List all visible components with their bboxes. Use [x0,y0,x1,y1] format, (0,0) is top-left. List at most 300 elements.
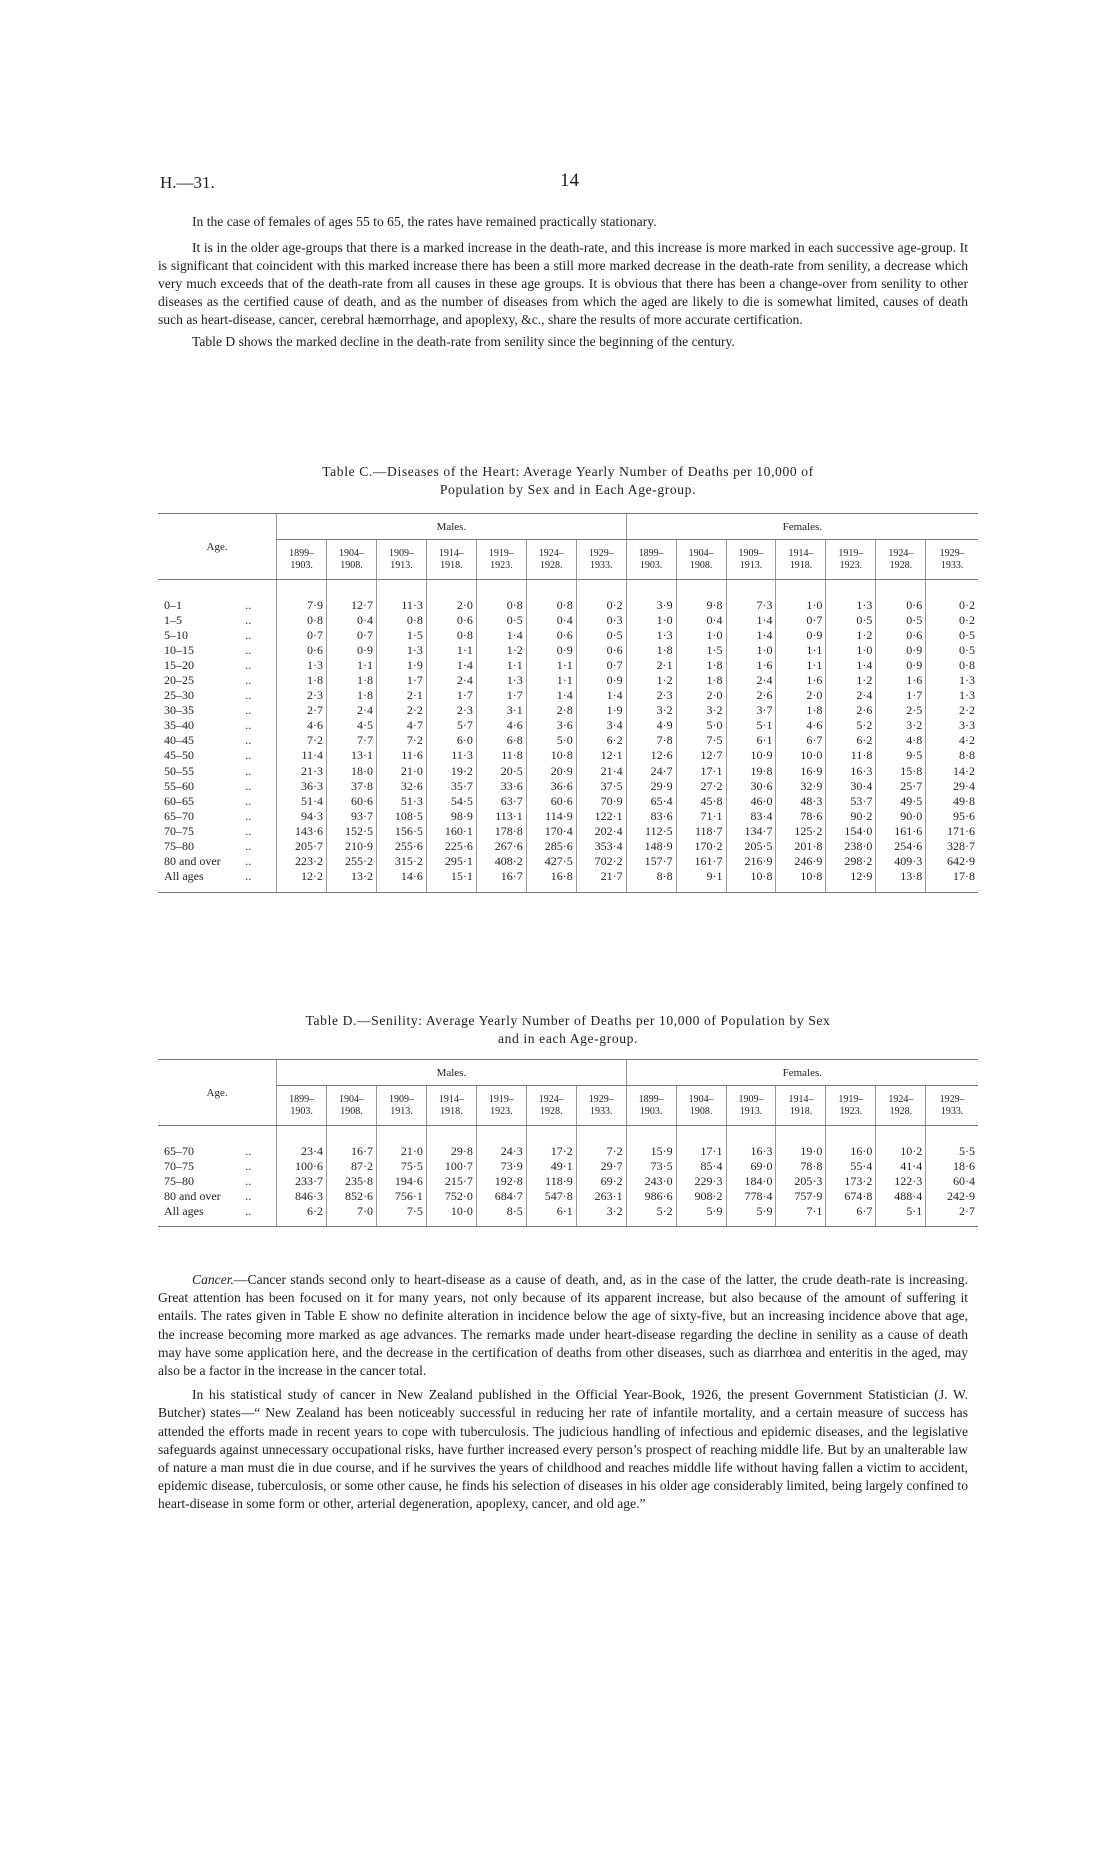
table_d-females-period-6 [926,1086,978,1126]
table-row [158,1189,978,1204]
males-rate-cell: 11·3 [426,748,476,763]
period-end: 1918. [440,1105,463,1117]
spacer-cell [376,884,426,892]
spacer-cell [876,884,926,892]
females-rate-cell: 17·1 [676,764,726,779]
females-rate-cell: 1·5 [676,643,726,658]
males-rate-cell: 0·7 [576,658,626,673]
males-rate-cell: 12·1 [576,748,626,763]
females-rate-cell: 409·3 [876,854,926,869]
females-rate-cell: 3·2 [876,718,926,733]
males-rate-cell: 16·8 [526,869,576,884]
females-rate-cell: 488·4 [876,1189,926,1204]
males-rate-cell: 13·2 [327,869,377,884]
females-rate-cell: 2·6 [826,703,876,718]
males-rate-cell: 255·2 [327,854,377,869]
females-rate-cell: 8·8 [926,748,978,763]
females-rate-cell: 55·4 [826,1159,876,1174]
spacer-cell [426,580,476,598]
males-rate-cell: 0·8 [277,613,327,628]
males-rate-cell: 0·6 [576,643,626,658]
table_c-females-period-2 [726,540,776,580]
leader-dots: .. [245,748,252,763]
age-group-label: 45–50 [164,748,194,763]
males-rate-cell: 12·7 [327,598,377,613]
period-end: 1913. [739,559,763,571]
spacer-cell [476,884,526,892]
period-end: 1933. [589,1105,613,1117]
females-rate-cell: 16·3 [826,764,876,779]
period-start: 1904– [688,1093,714,1105]
leader-dots: .. [245,597,252,612]
period-end: 1908. [689,1105,713,1117]
males-rate-cell: 93·7 [327,809,377,824]
females-rate-cell: 41·4 [876,1159,926,1174]
females-rate-cell: 6·7 [826,1204,876,1219]
males-rate-cell: 202·4 [576,824,626,839]
females-rate-cell: 0·5 [826,613,876,628]
cancer-paragraph-1 [158,1271,968,1380]
males-rate-cell: 178·8 [476,824,526,839]
period-end: 1903. [639,559,663,571]
females-rate-cell: 46·0 [726,794,776,809]
females-rate-cell: 1·7 [876,688,926,703]
males-rate-cell: 7·7 [327,733,377,748]
females-rate-cell: 1·1 [776,643,826,658]
males-rate-cell: 0·3 [576,613,626,628]
females-rate-cell: 0·6 [876,628,926,643]
males-rate-cell: 6·2 [277,1204,327,1219]
table_c-females-period-5 [876,540,926,580]
males-rate-cell: 315·2 [376,854,426,869]
period-end: 1923. [839,559,863,571]
males-rate-cell: 3·2 [576,1204,626,1219]
males-rate-cell: 6·2 [576,733,626,748]
females-rate-cell: 1·0 [726,643,776,658]
females-rate-cell: 29·9 [626,779,676,794]
cancer-paragraph-1-text: —Cancer stands second only to heart-disease as a cause of death, and, as in the case of the latter, the crude death-rate is increasing. Great attention has been focused on it for many years, not only because of its apparent increase, but also because of the amount of suffering it entails. The rates given in Table E show no definite alteration in incidence below the age of sixty-five, but an increasing incidence above that age, the increase becoming more marked as age advances. The remarks made under heart-disease regarding the decline in senility as a cause of death may have some application here, and the decrease in the certification of deaths from other diseases, such as diarrhœa and enteritis in the aged, may also be a factor in the increase in the cancer total. [158,1272,968,1379]
males-rate-cell: 20·5 [476,764,526,779]
period-start: 1909– [388,547,414,559]
females-rate-cell: 30·6 [726,779,776,794]
females-rate-cell: 5·0 [676,718,726,733]
males-rate-cell: 152·5 [327,824,377,839]
age-group-label: 80 and over [164,1188,221,1203]
table-row [158,1159,978,1174]
spacer-cell [826,580,876,598]
table_d-females-period-4 [826,1086,876,1126]
males-rate-cell: 295·1 [426,854,476,869]
females-rate-cell: 201·8 [776,839,826,854]
females-rate-cell: 243·0 [626,1174,676,1189]
period-end: 1903. [639,1105,663,1117]
females-rate-cell: 6·1 [726,733,776,748]
period-end: 1908. [689,559,713,571]
females-rate-cell: 60·4 [926,1174,978,1189]
table_d-males-period-6 [576,1086,626,1126]
females-rate-cell: 4·9 [626,718,676,733]
period-end: 1933. [589,559,613,571]
spacer-cell [158,580,241,598]
females-rate-cell: 7·1 [776,1204,826,1219]
table_d-males-period-3 [426,1086,476,1126]
females-rate-cell: 85·4 [676,1159,726,1174]
spacer-cell [241,1219,276,1227]
age-group-label: 35–40 [164,718,194,733]
period-end: 1908. [340,1105,363,1117]
spacer-cell [626,1126,676,1144]
period-start: 1924– [888,547,914,559]
females-rate-cell: 0·9 [776,628,826,643]
females-rate-cell: 184·0 [726,1174,776,1189]
males-rate-cell: 2·8 [526,703,576,718]
females-rate-cell: 10·8 [776,869,826,884]
females-rate-cell: 6·2 [826,733,876,748]
males-rate-cell: 1·4 [576,688,626,703]
age-group-label: 1–5 [164,612,182,627]
table-row [158,794,978,809]
females-rate-cell: 2·0 [776,688,826,703]
period-start: 1929– [939,547,965,559]
table-d-females-header: Females. [626,1060,978,1086]
females-rate-cell: 5·5 [926,1144,978,1159]
males-rate-cell: 3·4 [576,718,626,733]
spacer-cell [576,884,626,892]
age-group-label: 65–70 [164,1143,194,1158]
males-rate-cell: 37·8 [327,779,377,794]
females-rate-cell: 4·6 [776,718,826,733]
period-start: 1909– [738,547,764,559]
females-rate-cell: 2·1 [626,658,676,673]
table_c-males-period-3 [426,540,476,580]
males-rate-cell: 427·5 [526,854,576,869]
males-rate-cell: 170·4 [526,824,576,839]
females-rate-cell: 10·9 [726,748,776,763]
table-c-females-header: Females. [626,514,978,540]
females-rate-cell: 2·7 [926,1204,978,1219]
spacer-cell [376,580,426,598]
period-start: 1899– [289,1093,315,1105]
period-start: 1909– [738,1093,764,1105]
females-rate-cell: 3·2 [626,703,676,718]
females-rate-cell: 1·2 [826,673,876,688]
females-rate-cell: 122·3 [876,1174,926,1189]
table_c-males-period-1 [327,540,377,580]
females-rate-cell: 19·8 [726,764,776,779]
period-start: 1914– [788,1093,814,1105]
period-start: 1909– [388,1093,414,1105]
females-rate-cell: 0·2 [926,613,978,628]
males-rate-cell: 73·9 [476,1159,526,1174]
table-row [158,733,978,748]
males-rate-cell: 1·3 [376,643,426,658]
table-row [158,869,978,884]
females-rate-cell: 2·3 [626,688,676,703]
females-rate-cell: 9·1 [676,869,726,884]
spacer-cell [776,1126,826,1144]
table-c-age-header: Age. [158,514,277,580]
cancer-heading: Cancer. [192,1272,234,1287]
males-rate-cell: 1·8 [327,673,377,688]
females-rate-cell: 161·7 [676,854,726,869]
leader-dots: .. [245,778,252,793]
females-rate-cell: 1·1 [776,658,826,673]
males-rate-cell: 17·2 [526,1144,576,1159]
leader-dots: .. [245,627,252,642]
males-rate-cell: 21·4 [576,764,626,779]
males-rate-cell: 1·1 [327,658,377,673]
females-rate-cell: 6·7 [776,733,826,748]
leader-dots: .. [245,1143,252,1158]
males-rate-cell: 21·7 [576,869,626,884]
page-number: 14 [560,170,579,191]
females-rate-cell: 5·2 [826,718,876,733]
females-rate-cell: 90·2 [826,809,876,824]
spacer-cell [576,1126,626,1144]
period-start: 1899– [289,547,315,559]
period-end: 1918. [789,559,813,571]
females-rate-cell: 12·6 [626,748,676,763]
males-rate-cell: 233·7 [277,1174,327,1189]
females-rate-cell: 1·0 [776,598,826,613]
females-rate-cell: 45·8 [676,794,726,809]
females-rate-cell: 1·8 [776,703,826,718]
table_d-males-period-2 [376,1086,426,1126]
males-rate-cell: 408·2 [476,854,526,869]
males-rate-cell: 8·5 [476,1204,526,1219]
females-rate-cell: 15·8 [876,764,926,779]
females-rate-cell: 4·8 [876,733,926,748]
females-rate-cell: 10·2 [876,1144,926,1159]
females-rate-cell: 2·2 [926,703,978,718]
males-rate-cell: 0·9 [526,643,576,658]
table-row [158,1204,978,1219]
females-rate-cell: 986·6 [626,1189,676,1204]
females-rate-cell: 30·4 [826,779,876,794]
females-rate-cell: 1·4 [726,613,776,628]
table_d-males-period-4 [476,1086,526,1126]
males-rate-cell: 29·8 [426,1144,476,1159]
males-rate-cell: 21·0 [376,1144,426,1159]
males-rate-cell: 29·7 [576,1159,626,1174]
males-rate-cell: 7·2 [277,733,327,748]
period-end: 1913. [390,559,413,571]
males-rate-cell: 51·3 [376,794,426,809]
females-rate-cell: 5·2 [626,1204,676,1219]
table-row [158,764,978,779]
males-rate-cell: 23·4 [277,1144,327,1159]
females-rate-cell: 15·9 [626,1144,676,1159]
males-rate-cell: 1·8 [327,688,377,703]
spacer-cell [676,1126,726,1144]
females-rate-cell: 1·3 [926,688,978,703]
males-rate-cell: 194·6 [376,1174,426,1189]
age-group-label: All ages [164,1203,204,1218]
males-rate-cell: 0·4 [526,613,576,628]
males-rate-cell: 5·7 [426,718,476,733]
males-rate-cell: 4·5 [327,718,377,733]
males-rate-cell: 16·7 [476,869,526,884]
period-end: 1928. [889,559,913,571]
age-group-label: 75–80 [164,839,194,853]
table-row [158,718,978,733]
females-rate-cell: 157·7 [626,854,676,869]
period-end: 1928. [540,1105,563,1117]
table_c-females-period-6 [926,540,978,580]
females-rate-cell: 17·1 [676,1144,726,1159]
females-rate-cell: 674·8 [826,1189,876,1204]
spacer-cell [158,884,241,892]
females-rate-cell: 173·2 [826,1174,876,1189]
spacer-cell [826,884,876,892]
males-rate-cell: 3·1 [476,703,526,718]
spacer-cell [376,1219,426,1227]
spacer-cell [476,1126,526,1144]
males-rate-cell: 0·6 [426,613,476,628]
males-rate-cell: 24·3 [476,1144,526,1159]
period-end: 1928. [540,559,563,571]
spacer-cell [241,884,276,892]
males-rate-cell: 94·3 [277,809,327,824]
males-rate-cell: 1·4 [526,688,576,703]
period-end: 1903. [290,559,313,571]
leader-dots: .. [245,1158,252,1173]
females-rate-cell: 0·5 [926,628,978,643]
males-rate-cell: 100·7 [426,1159,476,1174]
age-group-label: 40–45 [164,733,194,748]
spacer-cell [158,1126,241,1144]
spacer-cell [327,1126,377,1144]
males-rate-cell: 156·5 [376,824,426,839]
spacer-cell [676,1219,726,1227]
females-rate-cell: 69·0 [726,1159,776,1174]
males-rate-cell: 10·8 [526,748,576,763]
males-rate-cell: 2·2 [376,703,426,718]
females-rate-cell: 298·2 [826,854,876,869]
period-start: 1899– [638,547,664,559]
males-rate-cell: 0·7 [277,628,327,643]
females-rate-cell: 642·9 [926,854,978,869]
age-group-label: 50–55 [164,763,194,778]
females-rate-cell: 53·7 [826,794,876,809]
females-rate-cell: 27·2 [676,779,726,794]
males-rate-cell: 160·1 [426,824,476,839]
males-rate-cell: 108·5 [376,809,426,824]
spacer-cell [926,580,978,598]
spacer-row [158,1219,978,1227]
spacer-cell [626,1219,676,1227]
females-rate-cell: 7·3 [726,598,776,613]
males-rate-cell: 1·5 [376,628,426,643]
males-rate-cell: 1·2 [476,643,526,658]
leader-dots: .. [245,854,252,869]
males-rate-cell: 143·6 [277,824,327,839]
males-rate-cell: 1·7 [476,688,526,703]
spacer-cell [726,580,776,598]
males-rate-cell: 5·0 [526,733,576,748]
spacer-cell [876,1126,926,1144]
females-rate-cell: 16·9 [776,764,826,779]
intro-text [158,213,968,355]
period-end: 1918. [440,559,463,571]
females-rate-cell: 2·4 [826,688,876,703]
table-row [158,824,978,839]
females-rate-cell: 3·3 [926,718,978,733]
table-c-caption [158,463,978,499]
age-group-label: 30–35 [164,703,194,718]
age-group-label: 75–80 [164,1173,194,1188]
females-rate-cell: 65·4 [626,794,676,809]
females-rate-cell: 0·8 [926,658,978,673]
females-rate-cell: 1·3 [826,598,876,613]
females-rate-cell: 328·7 [926,839,978,854]
males-rate-cell: 0·7 [327,628,377,643]
males-rate-cell: 11·4 [277,748,327,763]
spacer-cell [926,1219,978,1227]
females-rate-cell: 78·8 [776,1159,826,1174]
females-rate-cell: 205·5 [726,839,776,854]
females-rate-cell: 0·2 [926,598,978,613]
females-rate-cell: 0·5 [926,643,978,658]
period-end: 1903. [290,1105,313,1117]
period-start: 1924– [538,1093,564,1105]
table-c-males-header: Males. [277,514,627,540]
males-rate-cell: 0·6 [277,643,327,658]
females-rate-cell: 2·4 [726,673,776,688]
spacer-cell [158,1219,241,1227]
males-rate-cell: 12·2 [277,869,327,884]
males-rate-cell: 1·1 [476,658,526,673]
period-start: 1919– [838,547,864,559]
table-row [158,1174,978,1189]
period-end: 1923. [490,1105,513,1117]
females-rate-cell: 1·3 [926,673,978,688]
males-rate-cell: 4·7 [376,718,426,733]
spacer-cell [327,1219,377,1227]
males-rate-cell: 60·6 [526,794,576,809]
spacer-cell [526,884,576,892]
table-row [158,673,978,688]
females-rate-cell: 5·1 [876,1204,926,1219]
table_c-males-period-0 [277,540,327,580]
males-rate-cell: 20·9 [526,764,576,779]
males-rate-cell: 0·2 [576,598,626,613]
age-group-label: 70–75 [164,1158,194,1173]
females-rate-cell: 13·8 [876,869,926,884]
table-row [158,779,978,794]
males-rate-cell: 69·2 [576,1174,626,1189]
spacer-cell [826,1126,876,1144]
period-start: 1929– [588,547,614,559]
spacer-cell [277,580,327,598]
females-rate-cell: 11·8 [826,748,876,763]
females-rate-cell: 1·6 [776,673,826,688]
table-row [158,1144,978,1159]
females-rate-cell: 1·0 [826,643,876,658]
females-rate-cell: 1·3 [626,628,676,643]
period-start: 1919– [838,1093,864,1105]
table_c-males-period-4 [476,540,526,580]
males-rate-cell: 756·1 [376,1189,426,1204]
period-start: 1904– [688,547,714,559]
females-rate-cell: 49·5 [876,794,926,809]
females-rate-cell: 32·9 [776,779,826,794]
females-rate-cell: 134·7 [726,824,776,839]
males-rate-cell: 263·1 [576,1189,626,1204]
males-rate-cell: 54·5 [426,794,476,809]
males-rate-cell: 4·6 [277,718,327,733]
females-rate-cell: 5·9 [676,1204,726,1219]
